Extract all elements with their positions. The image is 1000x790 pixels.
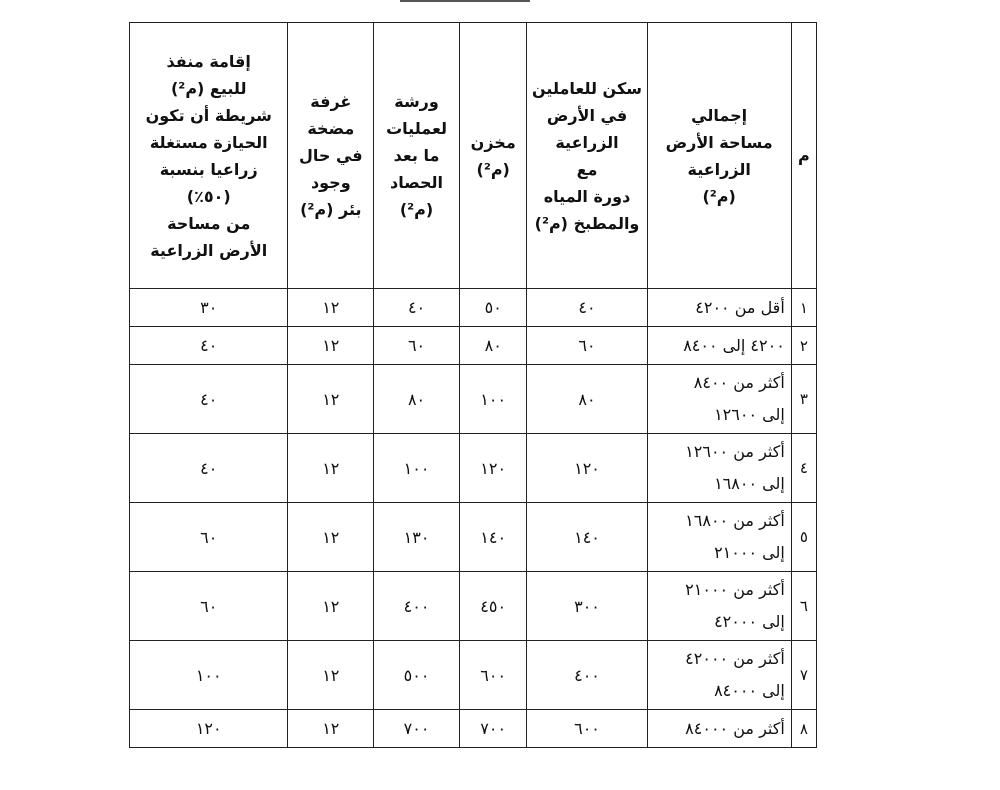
table-row — [130, 327, 817, 365]
cell-serial: ٣ — [791, 365, 816, 434]
cell-pump-room: ١٢ — [288, 503, 374, 572]
header-serial: م — [791, 23, 816, 289]
header-sales-outlet: إقامة منفذ للبيع (م²) شريطة أن تكون الحيازة مستغلة زراعيا بنسبة (٥٠٪) من مساحة الأرض الزراعية — [130, 23, 288, 289]
cell-storage: ١٤٠ — [459, 503, 527, 572]
cell-serial: ٢ — [791, 327, 816, 365]
cell-pump-room: ١٢ — [288, 641, 374, 710]
cell-workshop: ٥٠٠ — [374, 641, 460, 710]
header-row — [130, 23, 817, 289]
cell-area-range: ٤٢٠٠ إلى ٨٤٠٠ — [647, 327, 791, 365]
cell-area-range: أكثر من ١٦٨٠٠ إلى ٢١٠٠٠ — [647, 503, 791, 572]
cell-housing: ١٢٠ — [527, 434, 647, 503]
cell-pump-room: ١٢ — [288, 434, 374, 503]
cell-housing: ٣٠٠ — [527, 572, 647, 641]
cell-sales-outlet: ٤٠ — [130, 365, 288, 434]
cell-serial: ٦ — [791, 572, 816, 641]
cell-area-range: أكثر من ٢١٠٠٠ إلى ٤٢٠٠٠ — [647, 572, 791, 641]
cell-workshop: ٤٠٠ — [374, 572, 460, 641]
cell-sales-outlet: ٦٠ — [130, 572, 288, 641]
cell-workshop: ١٣٠ — [374, 503, 460, 572]
cell-sales-outlet: ١٠٠ — [130, 641, 288, 710]
cell-housing: ٤٠ — [527, 289, 647, 327]
top-rule — [400, 0, 530, 2]
header-pump-room: غرفة مضخة في حال وجود بئر (م²) — [288, 23, 374, 289]
cell-pump-room: ١٢ — [288, 710, 374, 748]
cell-storage: ٧٠٠ — [459, 710, 527, 748]
cell-storage: ١٠٠ — [459, 365, 527, 434]
table-row — [130, 503, 817, 572]
cell-serial: ٤ — [791, 434, 816, 503]
cell-storage: ٦٠٠ — [459, 641, 527, 710]
table-row — [130, 641, 817, 710]
table-row — [130, 365, 817, 434]
cell-sales-outlet: ٦٠ — [130, 503, 288, 572]
cell-sales-outlet: ٤٠ — [130, 434, 288, 503]
header-total-area: إجمالي مساحة الأرض الزراعية (م²) — [647, 23, 791, 289]
table-row — [130, 572, 817, 641]
cell-area-range: أقل من ٤٢٠٠ — [647, 289, 791, 327]
header-storage: مخزن (م²) — [459, 23, 527, 289]
building-area-table — [129, 22, 817, 748]
cell-housing: ١٤٠ — [527, 503, 647, 572]
cell-housing: ٨٠ — [527, 365, 647, 434]
cell-workshop: ٤٠ — [374, 289, 460, 327]
cell-sales-outlet: ٤٠ — [130, 327, 288, 365]
cell-pump-room: ١٢ — [288, 572, 374, 641]
cell-workshop: ٨٠ — [374, 365, 460, 434]
cell-serial: ٧ — [791, 641, 816, 710]
cell-storage: ٥٠ — [459, 289, 527, 327]
cell-area-range: أكثر من ٤٢٠٠٠ إلى ٨٤٠٠٠ — [647, 641, 791, 710]
cell-serial: ٨ — [791, 710, 816, 748]
cell-storage: ١٢٠ — [459, 434, 527, 503]
table-row — [130, 289, 817, 327]
cell-storage: ٤٥٠ — [459, 572, 527, 641]
cell-housing: ٤٠٠ — [527, 641, 647, 710]
cell-pump-room: ١٢ — [288, 327, 374, 365]
header-workers-housing: سكن للعاملين في الأرض الزراعية مع دورة المياه والمطبخ (م²) — [527, 23, 647, 289]
cell-workshop: ١٠٠ — [374, 434, 460, 503]
table-row — [130, 434, 817, 503]
cell-area-range: أكثر من ١٢٦٠٠ إلى ١٦٨٠٠ — [647, 434, 791, 503]
table-row — [130, 710, 817, 748]
cell-workshop: ٦٠ — [374, 327, 460, 365]
cell-area-range: أكثر من ٨٤٠٠ إلى ١٢٦٠٠ — [647, 365, 791, 434]
cell-sales-outlet: ٣٠ — [130, 289, 288, 327]
cell-serial: ١ — [791, 289, 816, 327]
cell-serial: ٥ — [791, 503, 816, 572]
cell-area-range: أكثر من ٨٤٠٠٠ — [647, 710, 791, 748]
cell-pump-room: ١٢ — [288, 289, 374, 327]
header-workshop: ورشة لعمليات ما بعد الحصاد (م²) — [374, 23, 460, 289]
cell-sales-outlet: ١٢٠ — [130, 710, 288, 748]
cell-pump-room: ١٢ — [288, 365, 374, 434]
cell-housing: ٦٠٠ — [527, 710, 647, 748]
cell-housing: ٦٠ — [527, 327, 647, 365]
cell-workshop: ٧٠٠ — [374, 710, 460, 748]
cell-storage: ٨٠ — [459, 327, 527, 365]
